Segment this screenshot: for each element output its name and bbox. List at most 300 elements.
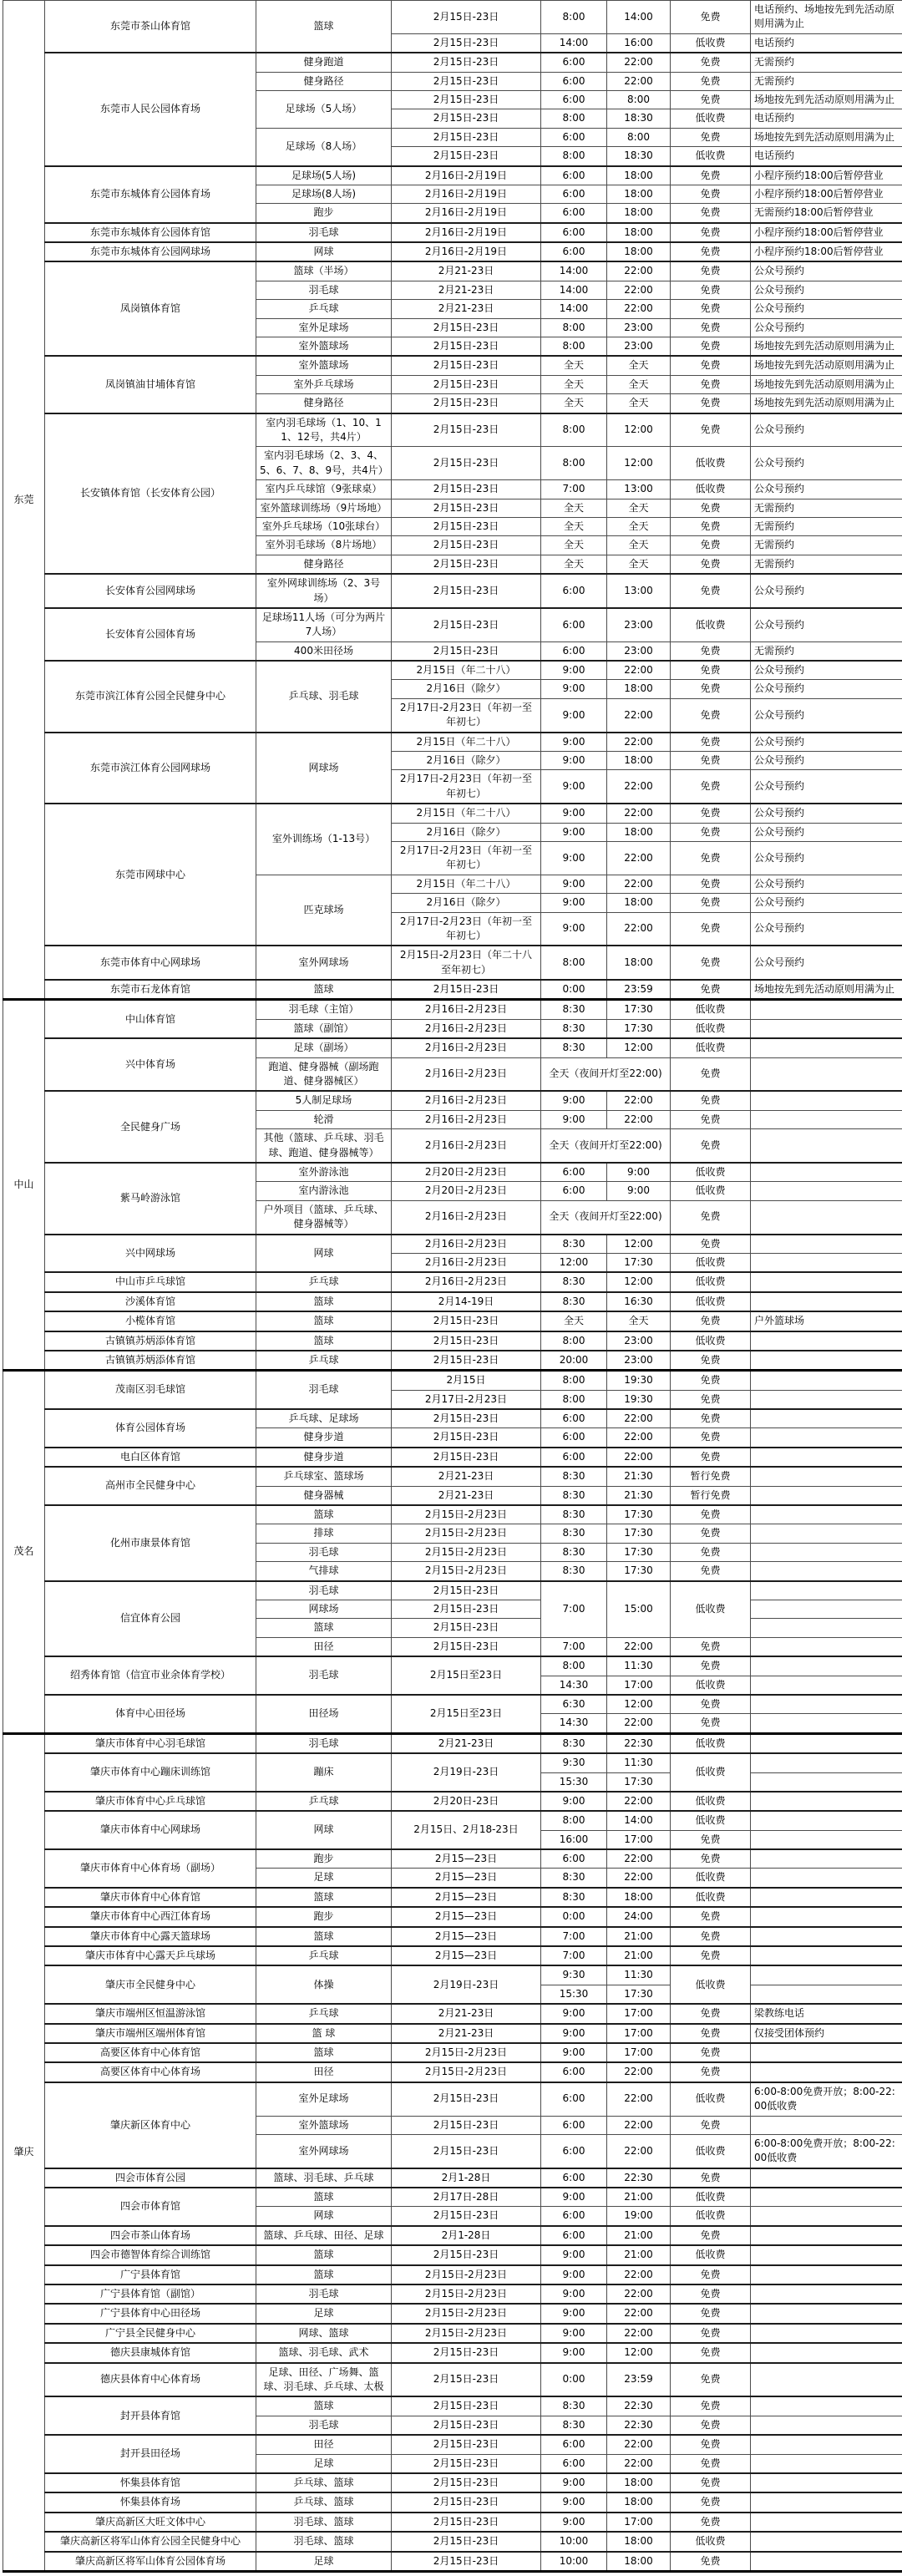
table-cell: 0:00 [541, 2363, 607, 2397]
table-row [3, 1371, 902, 1390]
table-cell: 全天 [607, 555, 671, 574]
table-cell: 低收费 [671, 1581, 751, 1638]
table-cell: 8:00 [541, 337, 607, 357]
table-cell: 全天 [541, 394, 607, 413]
table-cell: 9:00 [541, 2284, 607, 2304]
table-cell: 肇庆市端州区恒温游泳馆 [45, 2004, 256, 2023]
table-cell: 23:00 [607, 318, 671, 337]
table-cell: 德庆县体育中心体育场 [45, 2363, 256, 2397]
table-row [3, 2513, 902, 2532]
table-cell: 5人制足球场 [256, 1091, 392, 1110]
table-row [3, 2265, 902, 2284]
table-cell: 足球场（8人场） [256, 128, 392, 165]
table-row [3, 2363, 902, 2397]
table-cell: 免费 [671, 2513, 751, 2532]
table-cell: 2月15日-23日 [392, 2513, 541, 2532]
table-cell [751, 1467, 902, 1486]
table-cell: 跑道、健身器械（副场跑道、健身器械区） [256, 1057, 392, 1091]
table-cell [751, 2454, 902, 2473]
table-cell: 2月15日-23日 [392, 1619, 541, 1637]
table-cell: 无需预约 [751, 53, 902, 72]
table-row [3, 1448, 902, 1467]
table-cell: 9:00 [541, 1792, 607, 1811]
table-cell: 2月16日-2月23日 [392, 1038, 541, 1057]
table-cell: 免费 [671, 2043, 751, 2062]
table-cell: 22:00 [607, 1637, 671, 1656]
table-cell: 东莞市体育中心网球场 [45, 946, 256, 980]
table-cell: 23:59 [607, 980, 671, 1000]
table-cell [751, 1888, 902, 1907]
table-cell: 低收费 [671, 2134, 751, 2168]
table-cell: 6:00 [541, 185, 607, 203]
table-cell: 2月15日-23日 [392, 2134, 541, 2168]
table-row [3, 2324, 902, 2343]
table-cell: 9:00 [607, 1182, 671, 1200]
table-cell: 室外训练场（1-13号） [256, 804, 392, 875]
table-cell: 6:00 [541, 1448, 607, 1467]
table-cell: 低收费 [671, 147, 751, 166]
table-cell: 2月16日-2月19日 [392, 204, 541, 223]
table-cell: 22:00 [607, 1110, 671, 1128]
table-row [3, 1038, 902, 1057]
table-cell: 四会市体育馆 [45, 2188, 256, 2226]
table-cell: 低收费 [671, 1272, 751, 1291]
table-cell: 免费 [671, 1946, 751, 1965]
table-row [3, 356, 902, 375]
table-cell: 8:00 [541, 1390, 607, 1409]
table-cell: 6:00 [541, 574, 607, 608]
table-cell: 足球、田径、广场舞、篮球、羽毛球、乒乓球、太极 [256, 2363, 392, 2397]
table-cell: 沙溪体育馆 [45, 1292, 256, 1311]
table-cell: 篮球 [256, 1505, 392, 1524]
table-cell [751, 1000, 902, 1019]
table-cell: 22:00 [607, 53, 671, 72]
table-cell: 免费 [671, 53, 751, 72]
table-row [3, 1351, 902, 1371]
table-cell: 乒乓球 [256, 1351, 392, 1371]
table-cell: 免费 [671, 517, 751, 535]
table-row [3, 1695, 902, 1714]
table-cell: 免费 [671, 894, 751, 912]
table-cell: 22:00 [607, 2062, 671, 2082]
table-cell [751, 2116, 902, 2134]
table-cell: 2月15日-23日 [392, 1409, 541, 1428]
table-cell: 轮滑 [256, 1110, 392, 1128]
table-cell: 2月21-23日 [392, 261, 541, 281]
table-cell: 免费 [671, 413, 751, 447]
table-cell: 乒乓球、足球场 [256, 1409, 392, 1428]
table-cell: 无需预约 [751, 499, 902, 517]
table-cell: 免费 [671, 841, 751, 875]
table-cell: 6:00 [541, 1163, 607, 1182]
table-cell: 免费 [671, 185, 751, 203]
table-cell: 低收费 [671, 1000, 751, 1019]
table-cell: 全天 [541, 499, 607, 517]
table-cell: 16:00 [607, 33, 671, 53]
table-cell: 2月20日-2月23日 [392, 1182, 541, 1200]
table-cell: 18:30 [607, 147, 671, 166]
table-cell: 免费 [671, 875, 751, 893]
table-cell: 怀集县体育场 [45, 2492, 256, 2512]
table-cell: 免费 [671, 1235, 751, 1254]
table-cell: 篮球 [256, 2245, 392, 2264]
table-cell: 24:00 [607, 1907, 671, 1926]
table-cell: 广宁县体育馆（副馆） [45, 2284, 256, 2304]
table-cell: 室外篮球场 [256, 337, 392, 357]
table-cell: 2月15日（年二十八） [392, 804, 541, 823]
table-cell: 6:00 [541, 53, 607, 72]
table-cell: 18:00 [607, 223, 671, 242]
table-cell [751, 1811, 902, 1830]
table-cell: 紫马岭游泳馆 [45, 1163, 256, 1235]
table-cell: 免费 [671, 980, 751, 1000]
table-cell [751, 1676, 902, 1695]
table-row [3, 1467, 902, 1486]
table-cell: 18:00 [607, 680, 671, 698]
table-cell: 长安体育公园网球场 [45, 574, 256, 608]
table-cell: 无需预约18:00后暂停营业 [751, 204, 902, 223]
table-cell: 电话预约、场地按先到先活动原则用满为止 [751, 1, 902, 34]
table-cell: 2月15日-23日 [392, 480, 541, 499]
table-row [3, 223, 902, 242]
table-cell: 低收费 [671, 1792, 751, 1811]
table-cell: 2月15日-23日 [392, 2454, 541, 2473]
table-cell [751, 1182, 902, 1200]
table-cell: 东莞市滨江体育公园全民健身中心 [45, 661, 256, 733]
table-cell: 18:00 [607, 166, 671, 185]
table-cell: 肇庆高新区大旺文体中心 [45, 2513, 256, 2532]
table-cell: 2月15日-23日 [392, 337, 541, 357]
table-cell: 23:00 [607, 1351, 671, 1371]
table-cell: 21:00 [607, 1946, 671, 1965]
table-cell: 2月15—23日 [392, 1927, 541, 1946]
table-cell: 2月15日-23日 [392, 1351, 541, 1371]
table-cell: 低收费 [671, 1038, 751, 1057]
table-row [3, 242, 902, 261]
table-cell: 免费 [671, 2116, 751, 2134]
table-cell: 18:00 [607, 242, 671, 261]
table-cell: 2月15日-2月23日 [392, 2324, 541, 2343]
table-cell: 2月15日-23日 [392, 608, 541, 641]
table-cell: 9:00 [541, 1110, 607, 1128]
table-cell: 场地按先到先活动原则用满为止 [751, 337, 902, 357]
table-cell: 免费 [671, 2473, 751, 2492]
table-cell: 免费 [671, 1849, 751, 1869]
table-cell: 2月16日（除夕） [392, 680, 541, 698]
table-cell: 8:00 [607, 128, 671, 146]
table-cell: 23:59 [607, 2363, 671, 2397]
table-cell: 11:30 [607, 1656, 671, 1676]
table-cell: 无需预约 [751, 555, 902, 574]
table-cell: 免费 [671, 661, 751, 680]
table-row [3, 1792, 902, 1811]
table-cell: 16:30 [607, 1292, 671, 1311]
table-cell: 13:00 [607, 574, 671, 608]
table-cell: 公众号预约 [751, 733, 902, 752]
table-cell: 网球 [256, 1811, 392, 1849]
table-cell: 室外乒乓球场 [256, 375, 392, 393]
table-row [3, 2226, 902, 2245]
table-cell: 封开县田径场 [45, 2435, 256, 2473]
table-cell: 免费 [671, 752, 751, 770]
table-cell: 9:00 [541, 2304, 607, 2323]
table-cell: 6:00 [541, 1428, 607, 1448]
table-cell: 篮球、乒乓球、田径、足球 [256, 2226, 392, 2245]
table-cell [751, 1371, 902, 1390]
table-cell: 22:00 [607, 804, 671, 823]
table-cell [751, 1849, 902, 1869]
table-cell: 18:00 [607, 946, 671, 980]
table-cell: 健身跑道 [256, 53, 392, 72]
table-cell: 22:00 [607, 2265, 671, 2284]
table-cell: 室外乒乓球场（10张球台） [256, 517, 392, 535]
table-cell: 0:00 [541, 1907, 607, 1926]
table-cell: 小榄体育馆 [45, 1311, 256, 1331]
table-cell: 9:00 [541, 894, 607, 912]
table-cell: 低收费 [671, 1019, 751, 1038]
table-cell: 免费 [671, 1714, 751, 1733]
table-cell: 公众号预约 [751, 300, 902, 318]
table-cell: 8:30 [541, 1000, 607, 1019]
table-cell: 8:00 [607, 90, 671, 109]
table-cell: 2月15日-23日 [392, 1428, 541, 1448]
table-cell: 足球场11人场（可分为两片7人场） [256, 608, 392, 641]
table-cell: 免费 [671, 1428, 751, 1448]
table-cell: 8:30 [541, 1888, 607, 1907]
table-cell: 6:00 [541, 2435, 607, 2454]
table-row [3, 1849, 902, 1869]
table-cell: 2月15日-23日 [392, 1581, 541, 1600]
table-cell: 2月16日-2月19日 [392, 242, 541, 261]
table-cell: 公众号预约 [751, 318, 902, 337]
table-cell: 茂南区羽毛球馆 [45, 1371, 256, 1409]
table-cell [751, 2396, 902, 2416]
table-cell: 公众号预约 [751, 261, 902, 281]
table-cell: 公众号预约 [751, 875, 902, 893]
table-cell: 暂行免费 [671, 1486, 751, 1505]
table-cell: 13:00 [607, 480, 671, 499]
table-cell: 东莞市网球中心 [45, 804, 256, 946]
table-cell: 22:30 [607, 1733, 671, 1753]
table-cell: 23:00 [607, 337, 671, 357]
table-row [3, 1927, 902, 1946]
table-cell: 无需预约 [751, 536, 902, 555]
table-cell: 6:00 [541, 2082, 607, 2116]
table-cell: 免费 [671, 2396, 751, 2416]
table-cell: 6:00 [541, 2062, 607, 2082]
table-cell: 场地按先到先活动原则用满为止 [751, 980, 902, 1000]
table-cell: 21:30 [607, 1467, 671, 1486]
table-cell: 10:00 [541, 2552, 607, 2572]
table-cell: 免费 [671, 1927, 751, 1946]
table-row [3, 2304, 902, 2323]
table-cell [751, 1792, 902, 1811]
table-cell: 9:00 [541, 2024, 607, 2043]
table-cell: 2月15日-23日 [392, 2435, 541, 2454]
table-cell [751, 1428, 902, 1448]
table-cell: 高州市全民健身中心 [45, 1467, 256, 1505]
table-cell: 8:00 [541, 1656, 607, 1676]
table-cell [751, 1869, 902, 1888]
table-cell: 2月15日-23日 [392, 641, 541, 661]
table-cell: 22:00 [607, 770, 671, 804]
table-cell: 兴中网球场 [45, 1235, 256, 1273]
table-cell: 2月15日-23日 [392, 980, 541, 1000]
table-cell: 12:00 [607, 2343, 671, 2362]
table-row [3, 53, 902, 72]
table-cell: 8:00 [541, 1, 607, 34]
table-cell: 2月15—23日 [392, 1888, 541, 1907]
table-cell: 体操 [256, 1965, 392, 2004]
table-cell: 8:30 [541, 1467, 607, 1486]
table-cell: 公众号预约 [751, 574, 902, 608]
table-cell: 2月14-19日 [392, 1292, 541, 1311]
table-cell: 无需预约 [751, 641, 902, 661]
table-cell: 18:00 [607, 2532, 671, 2551]
table-cell: 仅接受团体预约 [751, 2024, 902, 2043]
table-cell: 免费 [671, 337, 751, 357]
table-cell: 免费 [671, 1057, 751, 1091]
table-cell: 2月15日-23日 [392, 517, 541, 535]
table-cell: 6:00-8:00免费开放；8:00-22:00低收费 [751, 2134, 902, 2168]
city-label-cell: 东莞 [3, 1, 45, 1000]
table-cell: 网球、篮球 [256, 2324, 392, 2343]
table-cell: 广宁县体育中心田径场 [45, 2304, 256, 2323]
table-cell: 肇庆市体育中心体育馆 [45, 1888, 256, 1907]
table-cell: 18:00 [607, 204, 671, 223]
table-cell: 14:00 [541, 261, 607, 281]
table-cell [751, 2363, 902, 2397]
table-cell: 公众号预约 [751, 608, 902, 641]
table-cell: 公众号预约 [751, 281, 902, 299]
table-cell [751, 1163, 902, 1182]
table-row [3, 661, 902, 680]
table-cell: 田径 [256, 2435, 392, 2454]
table-cell: 8:00 [541, 1331, 607, 1351]
table-cell: 2月15—23日 [392, 1869, 541, 1888]
table-cell: 低收费 [671, 1733, 751, 1753]
table-cell [751, 1057, 902, 1091]
table-cell: 11:30 [607, 1753, 671, 1772]
table-cell: 22:00 [607, 912, 671, 946]
table-cell: 公众号预约 [751, 698, 902, 732]
table-cell: 8:00 [541, 413, 607, 447]
table-cell: 梁教练电话 [751, 2004, 902, 2023]
table-cell: 肇庆市体育中心蹦床训练馆 [45, 1753, 256, 1792]
table-cell: 足球场(5人场) [256, 166, 392, 185]
table-cell: 22:00 [607, 2324, 671, 2343]
table-cell [751, 2492, 902, 2512]
table-cell: 9:00 [541, 2188, 607, 2207]
table-cell: 2月21-23日 [392, 1733, 541, 1753]
table-cell: 6:00 [541, 72, 607, 90]
table-cell: 17:30 [607, 1985, 671, 2004]
table-row [3, 1091, 902, 1110]
table-cell: 免费 [671, 2492, 751, 2512]
table-cell: 公众号预约 [751, 480, 902, 499]
table-cell: 9:30 [541, 1965, 607, 1985]
table-cell: 全天 [607, 394, 671, 413]
table-cell [751, 2343, 902, 2362]
table-cell: 免费 [671, 1637, 751, 1656]
table-cell: 四会市德智体育综合训练馆 [45, 2245, 256, 2264]
table-cell: 18:00 [607, 894, 671, 912]
table-cell: 2月15日-23日 [392, 1600, 541, 1618]
table-cell: 东莞市东城体育公园网球场 [45, 242, 256, 261]
table-cell: 2月19日-23日 [392, 1965, 541, 2004]
table-cell: 健身路径 [256, 555, 392, 574]
table-cell: 8:00 [541, 109, 607, 128]
table-row [3, 2024, 902, 2043]
table-row [3, 413, 902, 447]
table-cell: 2月16日-2月19日 [392, 223, 541, 242]
table-cell: 肇庆市体育中心露天乒乓球场 [45, 1946, 256, 1965]
table-row [3, 2043, 902, 2062]
table-cell [751, 1129, 902, 1163]
table-cell: 17:30 [607, 1543, 671, 1561]
table-cell: 肇庆市体育中心网球场 [45, 1811, 256, 1849]
table-cell: 免费 [671, 1110, 751, 1128]
table-cell: 23:00 [607, 608, 671, 641]
table-cell: 6:00 [541, 2207, 607, 2226]
table-cell: 14:00 [607, 1811, 671, 1830]
table-cell: 2月15日-2月23日 [392, 1562, 541, 1581]
table-row [3, 608, 902, 641]
table-cell: 8:30 [541, 1733, 607, 1753]
table-cell: 网球场 [256, 733, 392, 804]
table-cell: 免费 [671, 356, 751, 375]
table-cell: 乒乓球、篮球 [256, 2473, 392, 2492]
table-cell: 气排球 [256, 1562, 392, 1581]
table-cell: 篮球、羽毛球、乒乓球 [256, 2168, 392, 2188]
table-row [3, 2473, 902, 2492]
table-cell: 低收费 [671, 2188, 751, 2207]
table-cell: 篮球 [256, 1331, 392, 1351]
table-cell [751, 2473, 902, 2492]
table-cell: 9:00 [541, 875, 607, 893]
table-cell: 2月15日-2月23日 [392, 1505, 541, 1524]
table-cell [751, 1733, 902, 1753]
table-cell: 6:00 [541, 1849, 607, 1869]
table-row [3, 1581, 902, 1600]
table-cell: 室内羽毛球场（1、10、11、12号，共4片） [256, 413, 392, 447]
table-cell: 2月15日、2月18-23日 [392, 1811, 541, 1849]
table-cell: 22:00 [607, 1409, 671, 1428]
table-cell: 6:30 [541, 1695, 607, 1714]
table-cell: 2月15日-23日 [392, 394, 541, 413]
table-cell: 2月15日-2月23日 [392, 1524, 541, 1543]
table-cell: 2月15日-23日 [392, 2082, 541, 2116]
table-cell: 15:30 [541, 1772, 607, 1792]
table-cell: 全天 [607, 356, 671, 375]
table-cell: 小程序预约18:00后暂停营业 [751, 223, 902, 242]
table-cell: 20:00 [541, 1351, 607, 1371]
table-cell: 田径 [256, 1637, 392, 1656]
table-row [3, 1753, 902, 1772]
table-cell: 6:00 [541, 2116, 607, 2134]
table-cell: 公众号预约 [751, 804, 902, 823]
table-cell: 6:00 [541, 2454, 607, 2473]
table-cell: 22:00 [607, 1869, 671, 1888]
table-cell: 免费 [671, 555, 751, 574]
table-cell: 羽毛球、篮球 [256, 2513, 392, 2532]
table-cell [751, 2552, 902, 2572]
table-cell: 8:00 [541, 147, 607, 166]
table-cell: 2月15日-23日 [392, 574, 541, 608]
table-cell [751, 1448, 902, 1467]
table-cell: 免费 [671, 946, 751, 980]
table-cell: 22:00 [607, 841, 671, 875]
